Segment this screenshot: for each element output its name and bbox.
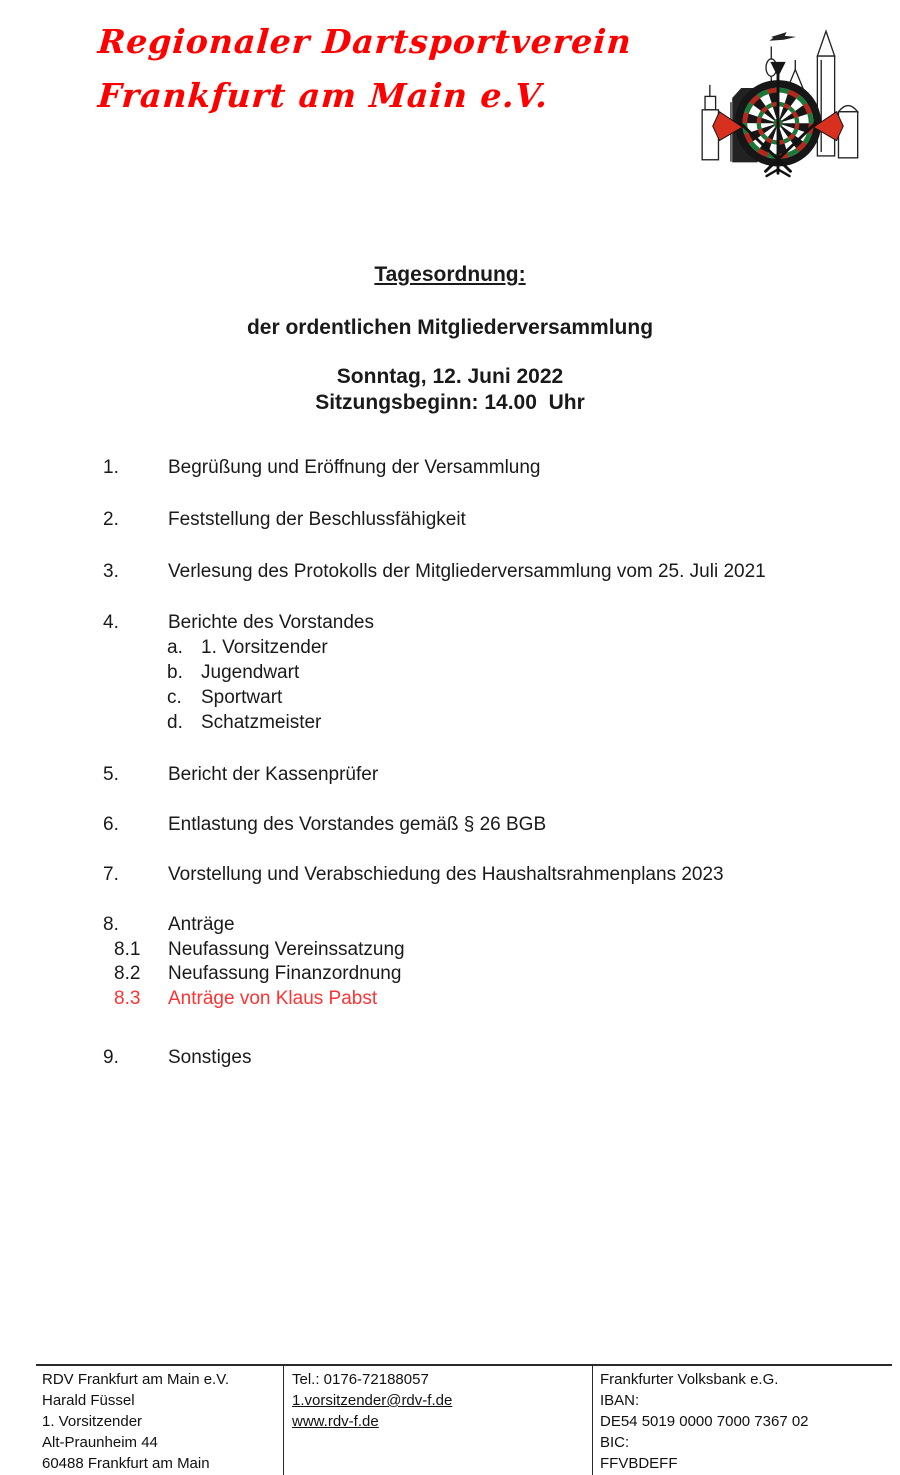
agenda-item-number: 6. (103, 814, 119, 835)
meeting-time: Sitzungsbeginn: 14.00 Uhr (315, 391, 585, 414)
agenda-item-number: a. (167, 637, 183, 658)
footer-contact-column (42, 1369, 229, 1474)
agenda-item-4a (0, 635, 900, 661)
footer-org-name: RDV Frankfurt am Main e.V. (42, 1371, 230, 1388)
footer-phone: Tel.: 0176-72188057 (292, 1371, 429, 1388)
agenda-item-4d (0, 710, 900, 736)
club-logo (696, 10, 860, 178)
agenda-item-number: b. (167, 662, 183, 683)
footer-person-name: Harald Füssel (42, 1392, 135, 1409)
agenda-item-6 (0, 812, 900, 838)
agenda-item-8-3-highlighted (0, 986, 900, 1012)
agenda-item-number: 5. (103, 764, 119, 785)
agenda-item-text: Sonstiges (168, 1047, 252, 1068)
agenda-item-number: 8.3 (114, 988, 141, 1009)
club-name-line1: Regionaler Dartsportverein (96, 22, 634, 61)
agenda-item-text: Begrüßung und Eröffnung der Versammlung (168, 457, 541, 478)
agenda-item-number: 2. (103, 509, 119, 530)
footer-communication-column (292, 1369, 452, 1432)
footer-iban-label: IBAN: (600, 1392, 640, 1409)
agenda-item-text: Vorstellung und Verabschiedung des Haushaltsrahmenplans 2023 (168, 864, 724, 885)
agenda-item-text: 1. Vorsitzender (201, 637, 328, 658)
footer-bic-label: BIC: (600, 1434, 630, 1451)
agenda-item-number: 7. (103, 864, 119, 885)
agenda-item-number: 9. (103, 1047, 119, 1068)
page-title: Tagesordnung: (374, 263, 526, 286)
agenda-item-number: c. (167, 687, 182, 708)
agenda-item-1 (0, 455, 900, 481)
agenda-item-number: 8.2 (114, 963, 141, 984)
agenda-item-text: Neufassung Vereinssatzung (168, 939, 405, 960)
agenda-item-3 (0, 559, 900, 585)
agenda-item-4c (0, 685, 900, 711)
footer-city: 60488 Frankfurt am Main (42, 1455, 210, 1472)
agenda-item-text: Entlastung des Vorstandes gemäß § 26 BGB (168, 814, 547, 835)
agenda-item-8 (0, 912, 900, 938)
agenda-item-4b (0, 660, 900, 686)
agenda-item-text: Verlesung des Protokolls der Mitgliederversammlung vom 25. Juli 2021 (168, 561, 766, 582)
agenda-item-5 (0, 762, 900, 788)
club-name-line2: Frankfurt am Main e.V. (96, 76, 550, 115)
footer-person-role: 1. Vorsitzender (42, 1413, 143, 1430)
footer-bank-name: Frankfurter Volksbank e.G. (600, 1371, 779, 1388)
meeting-date: Sonntag, 12. Juni 2022 (336, 365, 564, 388)
footer-website-link[interactable]: www.rdv-f.de (292, 1413, 379, 1430)
agenda-item-text: Anträge (168, 914, 235, 935)
agenda-item-9 (0, 1045, 900, 1071)
agenda-item-number: 3. (103, 561, 119, 582)
agenda-item-8-2 (0, 961, 900, 987)
footer-bic-value: FFVBDEFF (600, 1455, 678, 1472)
agenda-item-text: Anträge von Klaus Pabst (168, 988, 378, 1009)
agenda-item-text: Schatzmeister (201, 712, 322, 733)
agenda-item-number: 4. (103, 612, 119, 633)
agenda-item-8-1 (0, 937, 900, 963)
agenda-item-number: d. (167, 712, 183, 733)
agenda-item-4 (0, 610, 900, 636)
agenda-item-number: 8.1 (114, 939, 141, 960)
agenda-item-2 (0, 507, 900, 533)
agenda-item-text: Bericht der Kassenprüfer (168, 764, 379, 785)
agenda-item-text: Berichte des Vorstandes (168, 612, 374, 633)
agenda-item-number: 1. (103, 457, 119, 478)
agenda-item-number: 8. (103, 914, 119, 935)
dartboard-skyline-logo-icon (696, 10, 860, 178)
agenda-item-text: Jugendwart (201, 662, 300, 683)
footer-column-divider-2 (592, 1364, 593, 1475)
agenda-item-7 (0, 862, 900, 888)
footer-column-divider-1 (283, 1364, 284, 1475)
agenda-item-text: Neufassung Finanzordnung (168, 963, 402, 984)
footer-email-link[interactable]: 1.vorsitzender@rdv-f.de (292, 1392, 453, 1409)
page-subtitle: der ordentlichen Mitgliederversammlung (246, 316, 654, 339)
footer-iban-value: DE54 5019 0000 7000 7367 02 (600, 1413, 809, 1430)
agenda-item-text: Feststellung der Beschlussfähigkeit (168, 509, 466, 530)
agenda-item-text: Sportwart (201, 687, 283, 708)
footer-top-rule (36, 1364, 892, 1366)
footer-bank-column (600, 1369, 809, 1474)
footer-street: Alt-Praunheim 44 (42, 1434, 158, 1451)
